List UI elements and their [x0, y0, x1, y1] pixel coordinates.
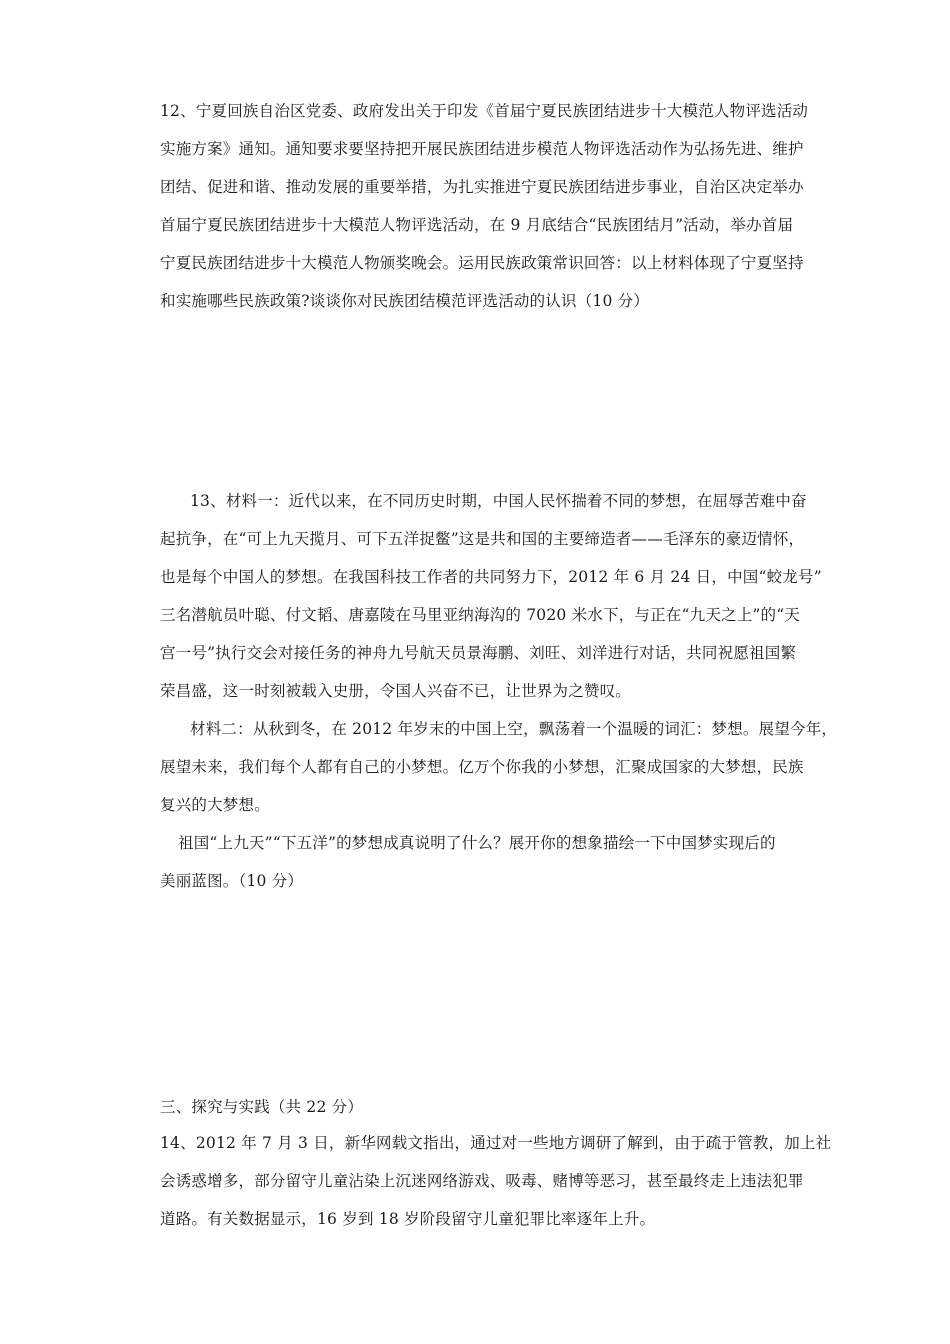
material-2-line: 展望未来，我们每个人都有自己的小梦想。亿万个你我的小梦想，汇聚成国家的大梦想，民族 — [160, 758, 804, 776]
question-14-line: 会诱惑增多，部分留守儿童沾染上沉迷网络游戏、吸毒、赌博等恶习，甚至最终走上违法犯罪 — [160, 1172, 804, 1190]
question-12-line: 首届宁夏民族团结进步十大模范人物评选活动，在 9 月底结合“民族团结月”活动，举办首届 — [160, 216, 794, 234]
section-heading: 三、探究与实践（共 22 分） — [160, 1098, 364, 1116]
question-13-prompt-line: 美丽蓝图。（10 分） — [160, 872, 304, 890]
question-14 — [160, 1124, 860, 1238]
question-12-line: 实施方案》通知。通知要求要坚持把开展民族团结进步模范人物评选活动作为弘扬先进、维护 — [160, 140, 804, 158]
material-1-line: 也是每个中国人的梦想。在我国科技工作者的共同努力下，2012 年 6 月 24 日，中国“蛟龙号” — [160, 568, 822, 586]
question-12-line: 团结、促进和谐、推动发展的重要举措，为扎实推进宁夏民族团结进步事业，自治区决定举办 — [160, 178, 804, 196]
question-13 — [160, 482, 860, 900]
question-14-line: 14、2012 年 7 月 3 日，新华网载文指出，通过对一些地方调研了解到，由于疏于管教，加上社 — [160, 1134, 832, 1152]
material-1-line: 起抗争，在“可上九天揽月、可下五洋捉鳖”这是共和国的主要缔造者——毛泽东的豪迈情怀， — [160, 530, 805, 548]
material-1-line: 三名潜航员叶聪、付文韬、唐嘉陵在马里亚纳海沟的 7020 米水下，与正在“九天之上”的“天 — [160, 606, 801, 624]
question-14-line: 道路。有关数据显示，16 岁到 18 岁阶段留守儿童犯罪比率逐年上升。 — [160, 1210, 656, 1228]
question-12-line: 12、宁夏回族自治区党委、政府发出关于印发《首届宁夏民族团结进步十大模范人物评选活动 — [160, 102, 809, 120]
question-13-prompt-line: 祖国“上九天”“下五洋”的梦想成真说明了什么？展开你的想象描绘一下中国梦实现后的 — [178, 834, 776, 852]
material-1-line: 13、材料一：近代以来，在不同历史时期，中国人民怀揣着不同的梦想，在屈辱苦难中奋 — [190, 492, 807, 510]
material-1-line: 荣昌盛，这一时刻被载入史册，令国人兴奋不已，让世界为之赞叹。 — [160, 682, 632, 700]
question-12-line: 和实施哪些民族政策?谈谈你对民族团结模范评选活动的认识（10 分） — [160, 292, 650, 310]
section-3-heading — [160, 1088, 860, 1126]
material-2-line: 材料二：从秋到冬，在 2012 年岁末的中国上空，飘荡着一个温暖的词汇：梦想。展望今年， — [190, 720, 838, 738]
question-12 — [160, 92, 860, 320]
material-1-line: 宫一号”执行交会对接任务的神舟九号航天员景海鹏、刘旺、刘洋进行对话，共同祝愿祖国繁 — [160, 644, 797, 662]
material-2-line: 复兴的大梦想。 — [160, 796, 270, 814]
question-12-line: 宁夏民族团结进步十大模范人物颁奖晚会。运用民族政策常识回答：以上材料体现了宁夏坚持 — [160, 254, 804, 272]
